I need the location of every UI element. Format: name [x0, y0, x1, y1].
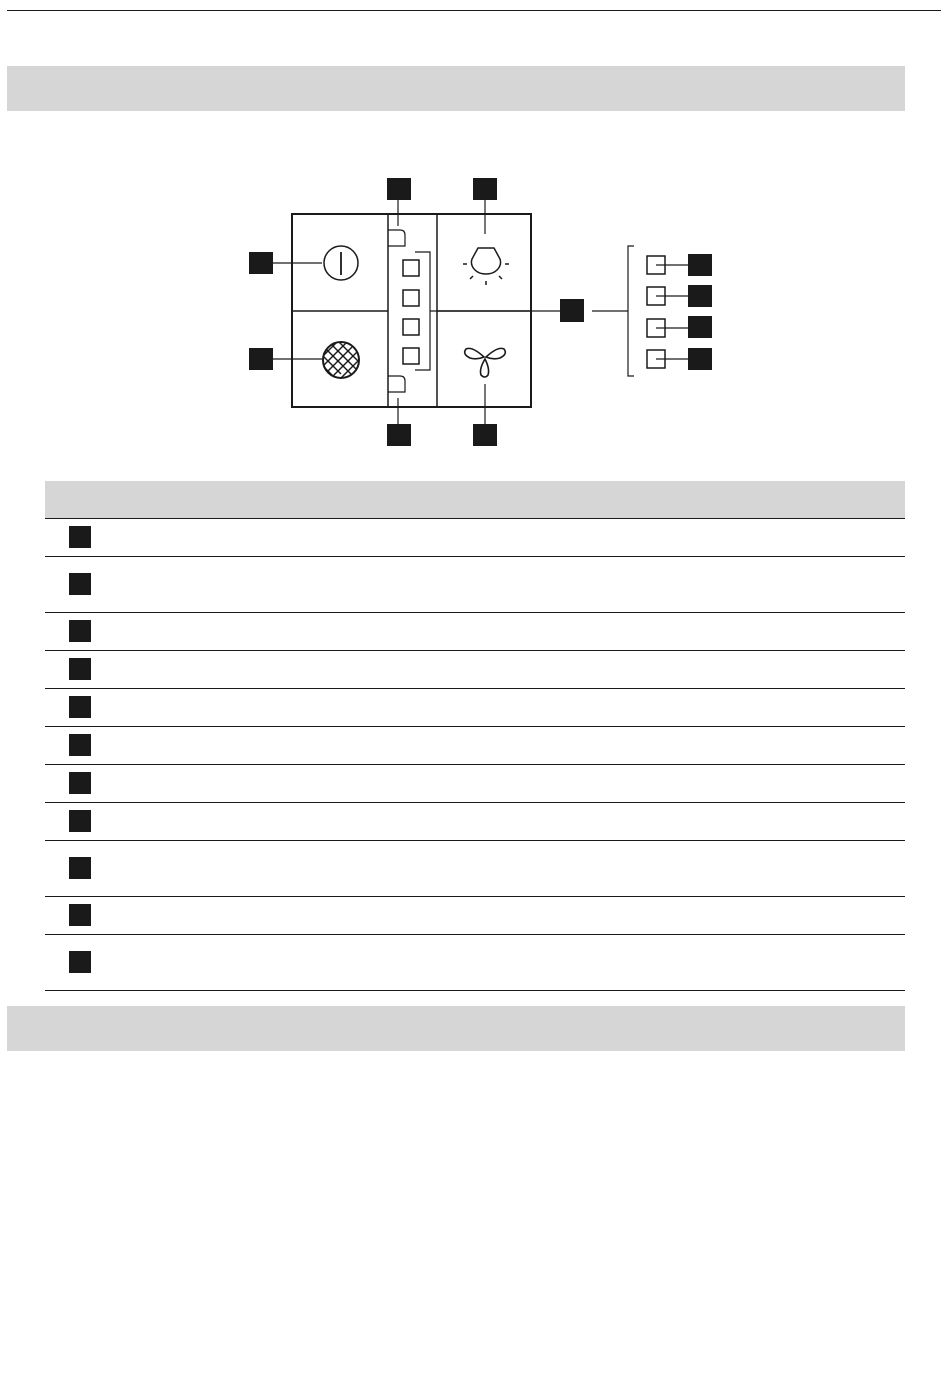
speed-indicator-4	[403, 348, 419, 364]
callout-marker-top-tab	[387, 178, 411, 200]
control-panel-diagram	[0, 160, 950, 460]
light-bulb-icon	[463, 248, 509, 285]
callout-marker-light	[473, 178, 497, 200]
indicator-bracket	[415, 252, 430, 370]
speed-indicators	[403, 260, 419, 364]
section-footer-band	[7, 1006, 905, 1051]
callout-marker-indicators	[560, 299, 584, 322]
legend-number-marker	[69, 734, 91, 756]
legend-row	[45, 897, 905, 935]
legend-number-marker	[69, 857, 91, 879]
legend-row	[45, 765, 905, 803]
legend-number-marker	[69, 904, 91, 926]
legend-number-marker	[69, 810, 91, 832]
callout-marker-detail-3	[688, 316, 712, 338]
legend-table	[45, 481, 905, 991]
detail-bracket	[628, 246, 634, 376]
callout-marker-power	[249, 252, 273, 274]
legend-number-marker	[69, 696, 91, 718]
legend-row	[45, 935, 905, 991]
fan-icon	[465, 348, 506, 377]
callout-marker-detail-2	[688, 285, 712, 307]
speed-indicator-2	[403, 290, 419, 306]
grease-filter-icon	[313, 318, 369, 386]
callout-marker-fan	[473, 424, 497, 446]
top-indicator-tab	[388, 230, 405, 246]
legend-table-header	[45, 481, 905, 519]
legend-row	[45, 689, 905, 727]
power-icon	[324, 246, 358, 280]
speed-indicator-1	[403, 260, 419, 276]
callout-marker-bottom-tab	[387, 424, 411, 446]
bottom-indicator-tab	[388, 376, 405, 392]
legend-row	[45, 613, 905, 651]
legend-number-marker	[69, 573, 91, 595]
legend-number-marker	[69, 951, 91, 973]
top-rule	[7, 10, 941, 11]
legend-row	[45, 803, 905, 841]
legend-row	[45, 651, 905, 689]
legend-row	[45, 519, 905, 557]
callout-marker-detail-1	[688, 254, 712, 276]
speed-indicator-3	[403, 319, 419, 335]
legend-number-marker	[69, 772, 91, 794]
legend-number-marker	[69, 620, 91, 642]
legend-row	[45, 841, 905, 897]
legend-row	[45, 557, 905, 613]
callout-marker-detail-4	[688, 348, 712, 370]
section-header-band	[7, 66, 905, 111]
legend-number-marker	[69, 658, 91, 680]
legend-number-marker	[69, 526, 91, 548]
legend-row	[45, 727, 905, 765]
callout-marker-filter	[249, 348, 273, 370]
